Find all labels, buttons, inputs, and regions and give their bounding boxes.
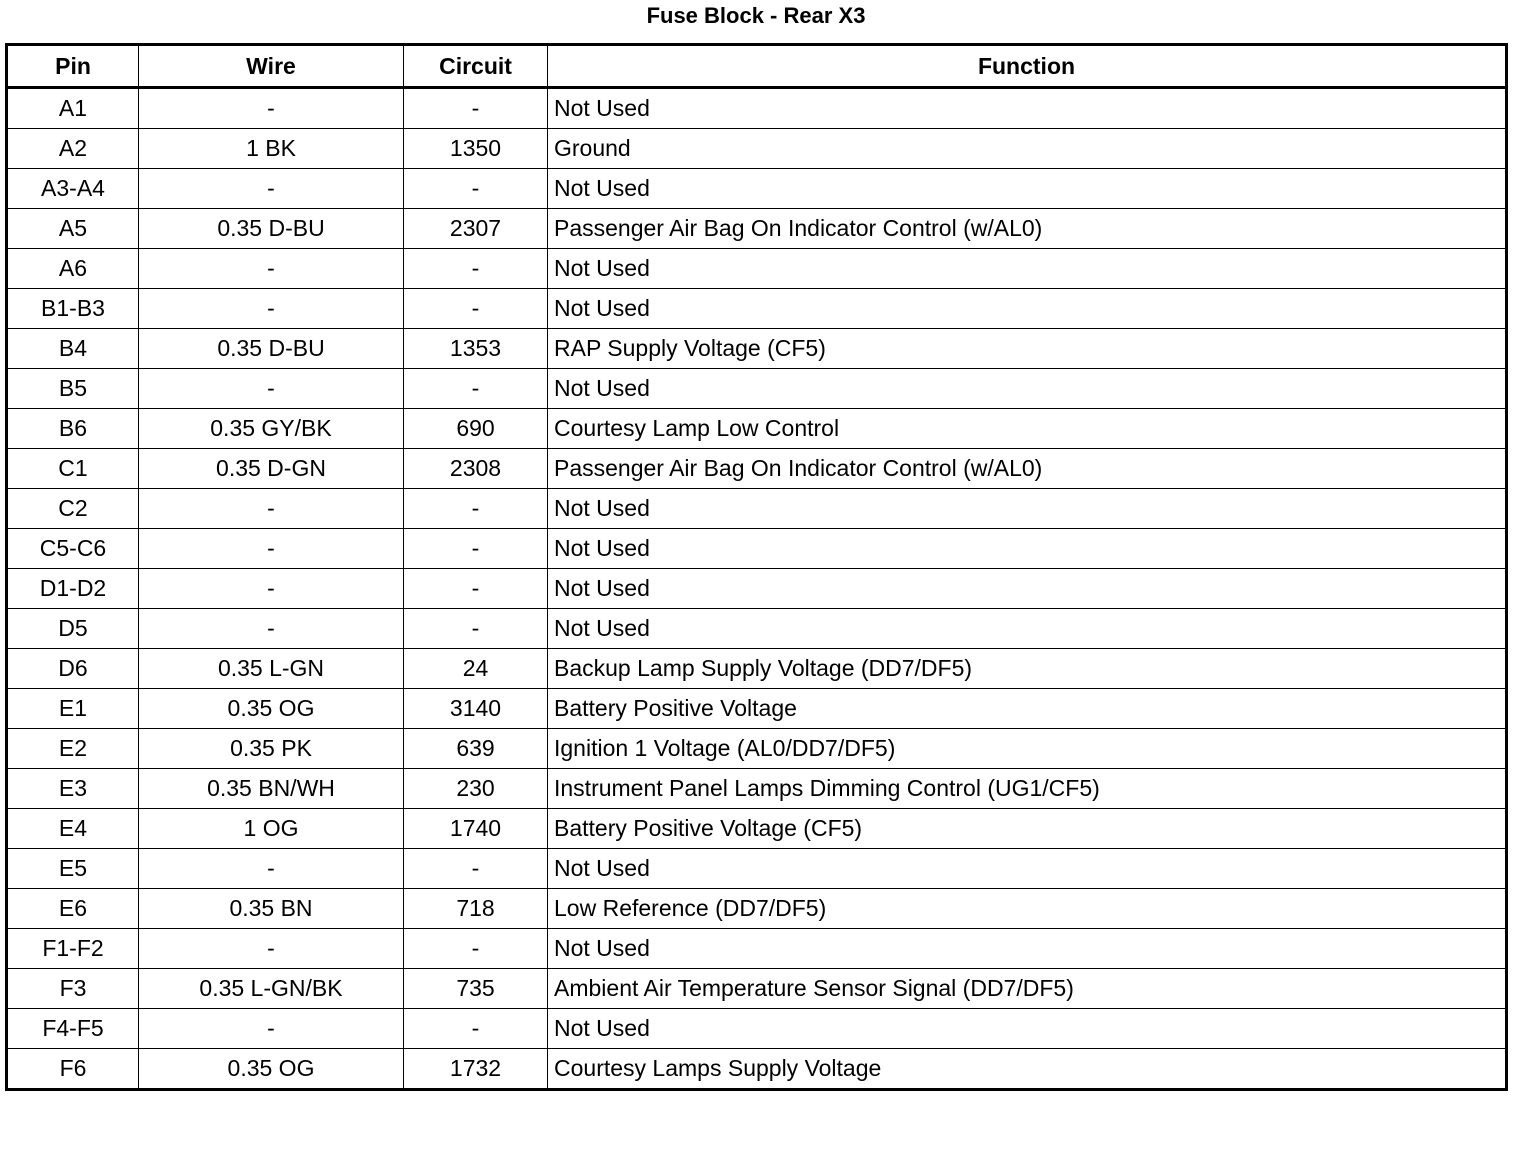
wire-cell: - (139, 1009, 404, 1049)
circuit-cell: - (404, 849, 548, 889)
function-cell: Not Used (548, 529, 1507, 569)
table-row (7, 449, 1507, 489)
pin-cell: F1-F2 (7, 929, 139, 969)
column-header-function: Function (548, 45, 1507, 88)
table-row (7, 889, 1507, 929)
wire-cell: 0.35 PK (139, 729, 404, 769)
function-cell: Not Used (548, 249, 1507, 289)
pin-cell: F4-F5 (7, 1009, 139, 1049)
pin-cell: D5 (7, 609, 139, 649)
circuit-cell: 1353 (404, 329, 548, 369)
table-row (7, 88, 1507, 129)
function-cell: Ambient Air Temperature Sensor Signal (DD7/DF5) (548, 969, 1507, 1009)
circuit-cell: 2307 (404, 209, 548, 249)
circuit-cell: - (404, 1009, 548, 1049)
wire-cell: - (139, 249, 404, 289)
function-cell: Battery Positive Voltage (CF5) (548, 809, 1507, 849)
pin-cell: B1-B3 (7, 289, 139, 329)
table-row (7, 249, 1507, 289)
function-cell: Not Used (548, 609, 1507, 649)
table-row (7, 929, 1507, 969)
function-cell: RAP Supply Voltage (CF5) (548, 329, 1507, 369)
circuit-cell: - (404, 609, 548, 649)
pin-cell: B6 (7, 409, 139, 449)
circuit-cell: 735 (404, 969, 548, 1009)
circuit-cell: - (404, 289, 548, 329)
pin-cell: C1 (7, 449, 139, 489)
function-cell: Not Used (548, 929, 1507, 969)
table-row (7, 289, 1507, 329)
pin-cell: A3-A4 (7, 169, 139, 209)
wire-cell: - (139, 529, 404, 569)
circuit-cell: 2308 (404, 449, 548, 489)
wire-cell: 0.35 L-GN/BK (139, 969, 404, 1009)
pin-cell: E1 (7, 689, 139, 729)
wire-cell: 0.35 D-BU (139, 329, 404, 369)
pin-cell: F3 (7, 969, 139, 1009)
circuit-cell: - (404, 569, 548, 609)
wire-cell: 0.35 BN (139, 889, 404, 929)
pin-cell: D1-D2 (7, 569, 139, 609)
pin-cell: A2 (7, 129, 139, 169)
table-row (7, 569, 1507, 609)
wire-cell: 0.35 D-GN (139, 449, 404, 489)
column-header-wire: Wire (139, 45, 404, 88)
function-cell: Backup Lamp Supply Voltage (DD7/DF5) (548, 649, 1507, 689)
table-row (7, 169, 1507, 209)
function-cell: Not Used (548, 289, 1507, 329)
table-row (7, 769, 1507, 809)
wire-cell: 1 OG (139, 809, 404, 849)
function-cell: Passenger Air Bag On Indicator Control (w/AL0) (548, 449, 1507, 489)
pin-cell: A6 (7, 249, 139, 289)
function-cell: Courtesy Lamp Low Control (548, 409, 1507, 449)
circuit-cell: 24 (404, 649, 548, 689)
wire-cell: - (139, 569, 404, 609)
pin-cell: E3 (7, 769, 139, 809)
pin-cell: C5-C6 (7, 529, 139, 569)
circuit-cell: 690 (404, 409, 548, 449)
pinout-table (5, 43, 1508, 1091)
pin-cell: B4 (7, 329, 139, 369)
wire-cell: - (139, 169, 404, 209)
circuit-cell: - (404, 529, 548, 569)
column-header-circuit: Circuit (404, 45, 548, 88)
wire-cell: 0.35 L-GN (139, 649, 404, 689)
circuit-cell: 3140 (404, 689, 548, 729)
wire-cell: 0.35 D-BU (139, 209, 404, 249)
table-header-row (7, 45, 1507, 88)
table-row (7, 809, 1507, 849)
circuit-cell: - (404, 489, 548, 529)
function-cell: Not Used (548, 369, 1507, 409)
wire-cell: - (139, 849, 404, 889)
circuit-cell: - (404, 369, 548, 409)
function-cell: Ignition 1 Voltage (AL0/DD7/DF5) (548, 729, 1507, 769)
function-cell: Instrument Panel Lamps Dimming Control (UG1/CF5) (548, 769, 1507, 809)
table-body (7, 88, 1507, 1090)
circuit-cell: - (404, 249, 548, 289)
pin-cell: A1 (7, 88, 139, 129)
function-cell: Courtesy Lamps Supply Voltage (548, 1049, 1507, 1090)
wire-cell: - (139, 88, 404, 129)
pin-cell: B5 (7, 369, 139, 409)
table-row (7, 409, 1507, 449)
column-header-pin: Pin (7, 45, 139, 88)
table-row (7, 209, 1507, 249)
circuit-cell: 230 (404, 769, 548, 809)
pin-cell: C2 (7, 489, 139, 529)
function-cell: Not Used (548, 849, 1507, 889)
table-row (7, 489, 1507, 529)
table-row (7, 1009, 1507, 1049)
wire-cell: 0.35 BN/WH (139, 769, 404, 809)
pin-cell: E6 (7, 889, 139, 929)
wire-cell: - (139, 289, 404, 329)
pin-cell: D6 (7, 649, 139, 689)
function-cell: Not Used (548, 88, 1507, 129)
pin-cell: A5 (7, 209, 139, 249)
table-row (7, 369, 1507, 409)
wire-cell: 1 BK (139, 129, 404, 169)
wire-cell: 0.35 GY/BK (139, 409, 404, 449)
circuit-cell: 718 (404, 889, 548, 929)
circuit-cell: - (404, 88, 548, 129)
table-row (7, 849, 1507, 889)
table-row (7, 329, 1507, 369)
table-row (7, 649, 1507, 689)
wire-cell: 0.35 OG (139, 689, 404, 729)
circuit-cell: - (404, 169, 548, 209)
function-cell: Battery Positive Voltage (548, 689, 1507, 729)
function-cell: Low Reference (DD7/DF5) (548, 889, 1507, 929)
function-cell: Not Used (548, 569, 1507, 609)
circuit-cell: 1732 (404, 1049, 548, 1090)
circuit-cell: 1740 (404, 809, 548, 849)
wire-cell: - (139, 609, 404, 649)
wire-cell: - (139, 369, 404, 409)
function-cell: Not Used (548, 1009, 1507, 1049)
function-cell: Not Used (548, 169, 1507, 209)
table-row (7, 689, 1507, 729)
pin-cell: E5 (7, 849, 139, 889)
pin-cell: E2 (7, 729, 139, 769)
function-cell: Ground (548, 129, 1507, 169)
pin-cell: E4 (7, 809, 139, 849)
table-row (7, 1049, 1507, 1090)
wire-cell: 0.35 OG (139, 1049, 404, 1090)
circuit-cell: 639 (404, 729, 548, 769)
wire-cell: - (139, 489, 404, 529)
table-row (7, 129, 1507, 169)
table-row (7, 529, 1507, 569)
table-row (7, 969, 1507, 1009)
circuit-cell: 1350 (404, 129, 548, 169)
function-cell: Passenger Air Bag On Indicator Control (w/AL0) (548, 209, 1507, 249)
wire-cell: - (139, 929, 404, 969)
circuit-cell: - (404, 929, 548, 969)
table-row (7, 729, 1507, 769)
pin-cell: F6 (7, 1049, 139, 1090)
page-title: Fuse Block - Rear X3 (646, 3, 866, 28)
table-row (7, 609, 1507, 649)
function-cell: Not Used (548, 489, 1507, 529)
